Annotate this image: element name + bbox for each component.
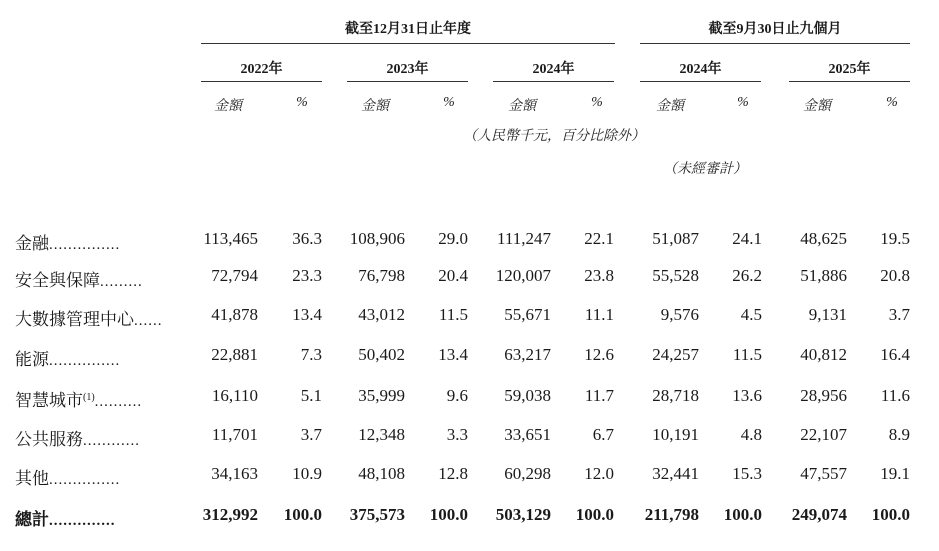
amount-cell: 9,576 (660, 305, 699, 324)
dot-leader: ...... (134, 313, 163, 329)
footnote-marker: (1) (83, 392, 95, 403)
row-label-text: 智慧城市 (15, 391, 83, 410)
amount-header: 金額 (214, 99, 242, 114)
row-label-text: 公共服務 (15, 430, 83, 449)
amount-cell: 33,651 (504, 425, 551, 444)
row-label-text: 金融 (15, 234, 49, 253)
percent-cell: 3.3 (446, 425, 468, 444)
percent-cell: 13.4 (438, 345, 468, 364)
row-label (15, 229, 120, 254)
row-label (15, 305, 163, 330)
percent-cell: 10.9 (292, 464, 322, 483)
amount-cell: 24,257 (652, 345, 699, 364)
amount-cell: 63,217 (504, 345, 551, 364)
percent-cell: 12.0 (584, 464, 614, 483)
percent-cell: 19.1 (880, 464, 910, 483)
amount-cell: 55,671 (504, 305, 551, 324)
group-rule-nine-months (640, 43, 910, 44)
amount-cell: 51,886 (800, 266, 847, 285)
amount-cell: 47,557 (800, 464, 847, 483)
percent-cell: 100.0 (283, 505, 322, 524)
amount-cell: 9,131 (808, 305, 847, 324)
amount-cell: 120,007 (495, 266, 551, 285)
year-header-2023: 2023年 (386, 62, 429, 77)
dot-leader: ............... (49, 472, 121, 488)
percent-cell: 8.9 (888, 425, 910, 444)
percent-header: % (443, 95, 455, 110)
percent-cell: 11.1 (584, 305, 614, 324)
group-header-annual: 截至12月31日止年度 (345, 22, 471, 37)
amount-cell: 72,794 (211, 266, 258, 285)
year-header-2024-9m: 2024年 (679, 62, 722, 77)
percent-cell: 19.5 (880, 229, 910, 248)
percent-header: % (296, 95, 308, 110)
amount-cell: 312,992 (202, 505, 258, 524)
percent-cell: 12.8 (438, 464, 468, 483)
row-label (15, 386, 142, 411)
year-rule (201, 81, 322, 82)
percent-cell: 6.7 (592, 425, 614, 444)
percent-cell: 7.3 (300, 345, 322, 364)
amount-cell: 48,108 (358, 464, 405, 483)
amount-cell: 11,701 (211, 425, 258, 444)
percent-cell: 29.0 (438, 229, 468, 248)
year-header-2022: 2022年 (240, 62, 283, 77)
percent-cell: 4.5 (740, 305, 762, 324)
percent-cell: 22.1 (584, 229, 614, 248)
percent-cell: 4.8 (740, 425, 762, 444)
amount-header: 金額 (361, 99, 389, 114)
dot-leader: .......... (94, 394, 143, 410)
amount-cell: 113,465 (203, 229, 258, 248)
unaudited-note: （未經審計） (663, 162, 747, 177)
row-label-text: 安全與保障 (15, 271, 100, 290)
row-label-text: 總計 (15, 510, 49, 529)
percent-cell: 3.7 (888, 305, 910, 324)
amount-cell: 108,906 (349, 229, 405, 248)
dot-leader: ............... (49, 353, 121, 369)
percent-cell: 36.3 (292, 229, 322, 248)
unit-note: （人民幣千元，百分比除外） (463, 129, 645, 144)
amount-cell: 55,528 (652, 266, 699, 285)
row-label (15, 266, 143, 291)
amount-cell: 16,110 (211, 386, 258, 405)
year-rule (347, 81, 468, 82)
year-rule (493, 81, 614, 82)
percent-cell: 9.6 (446, 386, 468, 405)
percent-header: % (737, 95, 749, 110)
percent-cell: 24.1 (732, 229, 762, 248)
percent-cell: 12.6 (584, 345, 614, 364)
percent-header: % (591, 95, 603, 110)
year-rule (789, 81, 910, 82)
amount-cell: 10,191 (652, 425, 699, 444)
percent-cell: 100.0 (871, 505, 910, 524)
amount-cell: 43,012 (358, 305, 405, 324)
group-header-nine-months: 截至9月30日止九個月 (708, 22, 842, 37)
amount-cell: 59,038 (504, 386, 551, 405)
percent-cell: 3.7 (300, 425, 322, 444)
dot-leader: ............... (49, 237, 121, 253)
amount-cell: 48,625 (800, 229, 847, 248)
amount-cell: 60,298 (504, 464, 551, 483)
percent-cell: 11.5 (438, 305, 468, 324)
percent-cell: 20.8 (880, 266, 910, 285)
percent-cell: 26.2 (732, 266, 762, 285)
amount-cell: 50,402 (358, 345, 405, 364)
amount-cell: 22,881 (211, 345, 258, 364)
year-header-2025-9m: 2025年 (828, 62, 871, 77)
amount-cell: 28,956 (800, 386, 847, 405)
amount-cell: 32,441 (652, 464, 699, 483)
row-label (15, 425, 140, 450)
percent-header: % (886, 95, 898, 110)
amount-cell: 76,798 (358, 266, 405, 285)
dot-leader: ......... (100, 274, 143, 290)
amount-cell: 503,129 (495, 505, 551, 524)
amount-cell: 35,999 (358, 386, 405, 405)
percent-cell: 11.6 (880, 386, 910, 405)
percent-cell: 13.4 (292, 305, 322, 324)
amount-cell: 34,163 (211, 464, 258, 483)
percent-cell: 11.5 (732, 345, 762, 364)
amount-cell: 375,573 (349, 505, 405, 524)
year-rule (640, 81, 761, 82)
percent-cell: 20.4 (438, 266, 468, 285)
amount-cell: 12,348 (358, 425, 405, 444)
amount-cell: 211,798 (644, 505, 699, 524)
percent-cell: 23.3 (292, 266, 322, 285)
row-label (15, 505, 116, 530)
row-label (15, 345, 120, 370)
amount-header: 金額 (508, 99, 536, 114)
row-label (15, 464, 120, 489)
percent-cell: 5.1 (300, 386, 322, 405)
percent-cell: 11.7 (584, 386, 614, 405)
amount-header: 金額 (656, 99, 684, 114)
percent-cell: 100.0 (429, 505, 468, 524)
amount-cell: 40,812 (800, 345, 847, 364)
dot-leader: ............ (83, 433, 140, 449)
row-label-text: 大數據管理中心 (15, 310, 134, 329)
amount-cell: 51,087 (652, 229, 699, 248)
row-label-text: 能源 (15, 350, 49, 369)
amount-cell: 22,107 (800, 425, 847, 444)
percent-cell: 23.8 (584, 266, 614, 285)
dot-leader: .............. (49, 513, 116, 529)
amount-cell: 249,074 (791, 505, 847, 524)
year-header-2024: 2024年 (532, 62, 575, 77)
percent-cell: 100.0 (575, 505, 614, 524)
percent-cell: 15.3 (732, 464, 762, 483)
amount-cell: 28,718 (652, 386, 699, 405)
percent-cell: 13.6 (732, 386, 762, 405)
amount-cell: 111,247 (497, 229, 551, 248)
percent-cell: 100.0 (723, 505, 762, 524)
amount-cell: 41,878 (211, 305, 258, 324)
percent-cell: 16.4 (880, 345, 910, 364)
amount-header: 金額 (803, 99, 831, 114)
group-rule-annual (201, 43, 615, 44)
row-label-text: 其他 (15, 469, 49, 488)
